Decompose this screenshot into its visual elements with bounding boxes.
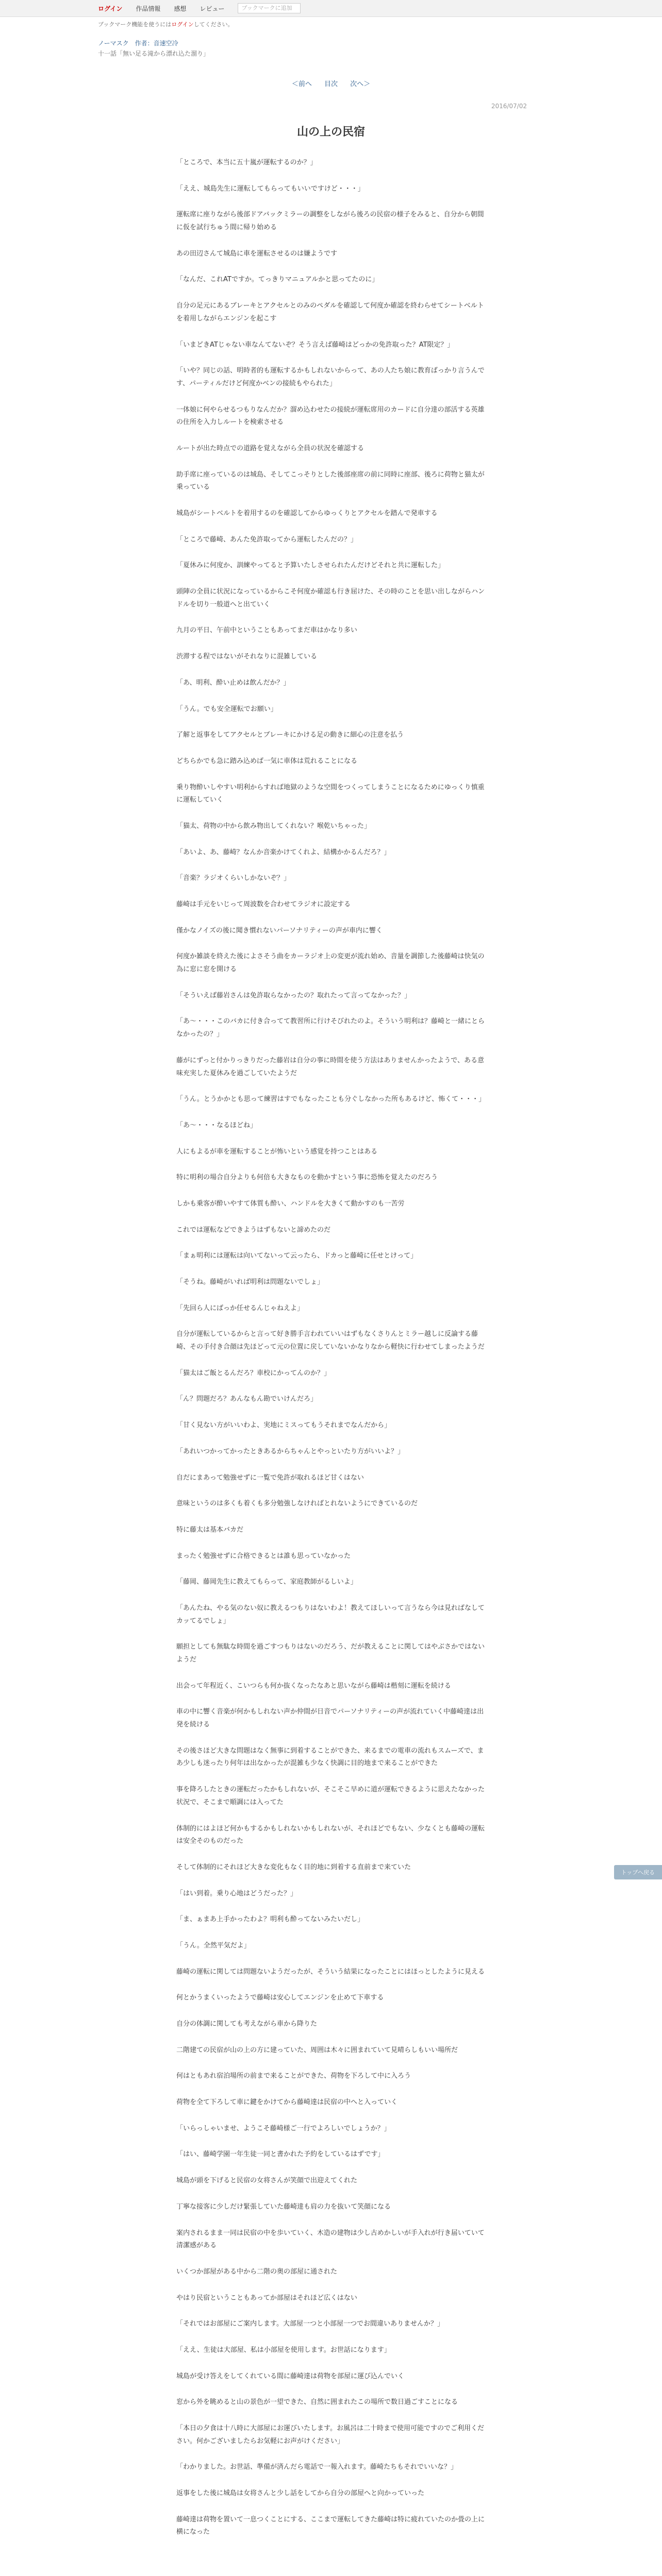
novel-paragraph: いくつか部屋がある中から二階の奥の部屋に通された	[176, 2267, 338, 2276]
novel-paragraph: 「ええ、生徒は大部屋、私は小部屋を使用します。お世話になります」	[176, 2346, 391, 2354]
novel-paragraph: 自分の足元にあるブレーキとアクセルとのみのペダルを確認して何度か確認を終わらせてシートベルトを着用しながらエンジンを起こす	[176, 302, 484, 323]
novel-paragraph: 「猫太、荷物の中から飲み物出してくれない？喉乾いちゃった」	[176, 822, 371, 830]
novel-paragraph: 特に明利の場合自分よりも何倍も大きなものを動かすという事に恐怖を覚えたのだろう	[176, 1174, 438, 1182]
novel-paragraph: 意味というのは多くも着くも多分勉強しなければとれないようにできているのだ	[176, 1500, 418, 1508]
novel-paragraph: 自だにまあって勉強せずに一覧で免許が取れるほど甘くはない	[176, 1473, 364, 1482]
toc-link[interactable]: 目次	[324, 80, 338, 88]
novel-paragraph: 体制的にはよほど何かもするかもしれないかもしれないが、それほどでもない、少なくとも藤崎の運転は安全そのものだった	[176, 1824, 485, 1845]
novel-paragraph: ルートが出た時点での道路を覚えながら全員の状況を確認する	[176, 444, 365, 452]
novel-paragraph: 了解と返事をしてアクセルとブレーキにかける足の動きに細心の注意を払う	[176, 731, 404, 739]
novel-paragraph: 「わかりました。お世話、準備が済んだら電話で一報入れます。藤崎たちもそれでいいな？」	[176, 2463, 457, 2471]
novel-paragraph: 頭陣の全員に状況になっているからこそ何度か確認も行き屈けた、その時のことを思い出しながらハンドルを切り一般道へと出ていく	[176, 588, 485, 608]
novel-paragraph: 乗り物酔いしやすい明利からすれば地獄のような空間をつくってしまうことになるためにゆっくり慎重に運転していく	[176, 783, 485, 804]
novel-paragraph: 城島が頭を下げると民宿の女将さんが笑顔で出迎えてくれた	[176, 2177, 358, 2185]
novel-paragraph: 何度か雑談を終えた後によさそう曲をカーラジオ上の変更が流れ始め、音量を調節した後藤崎は快気の為に窓に窓を開ける	[176, 953, 485, 974]
nav-work-info[interactable]: 作品情報	[136, 5, 161, 12]
novel-paragraph: 「うん。とうかかとも思って練習はすでもなったことも分ぐしなかった所もあるけど、怖くて・・・」	[176, 1095, 486, 1104]
chapter-pager	[0, 78, 662, 88]
novel-paragraph: 「なんだ、これATですか。てっきりマニュアルかと思ってたのに」	[176, 276, 379, 284]
novel-paragraph: 城島がシートベルトを着用するのを確認してからゆっくりとアクセルを踏んで発車する	[176, 510, 438, 517]
novel-paragraph: 「あ～・・・なるほどね」	[176, 1121, 257, 1129]
novel-paragraph: 藤崎達は荷物を置いて一息つくことにする、ここまで運転してきた藤崎は特に疲れていたのか畳の上に横になった	[176, 2515, 485, 2536]
novel-paragraph: 二階建ての民宿が山の上の方に建っていた、周囲は木々に囲まれていて見晴らしもいい場所だ	[176, 2046, 458, 2054]
novel-paragraph: 荷物を全て下ろして車に鍵をかけてから藤崎達は民宿の中へと入っていく	[176, 2098, 398, 2107]
novel-paragraph: 「ま、ぁまあ上手かったわよ？明利も酔ってないみたいだし」	[176, 1916, 365, 1924]
novel-paragraph: 窓から外を眺めると山の景色が一望できた、自然に囲まれたこの場所で数日過ごすことになる	[176, 2398, 458, 2406]
novel-paragraph: 城島が受け答えをしてくれている間に藤崎達は荷物を部屋に運び込んでいく	[176, 2372, 405, 2380]
nav-impressions[interactable]: 感想	[174, 5, 187, 12]
novel-paragraph: 「いまどきATじゃない車なんてないぞ？そう言えば藤崎はどっかの免許取った？AT限定？」	[176, 341, 454, 349]
novel-paragraph: 「ところで藤崎、あんた免許取ってから運転したんだの？」	[176, 535, 357, 544]
novel-paragraph: 車の中に響く音楽が何かもしれない声か仲間が日音でパーソナリティーの声が流れていく中藤崎達は出発を続ける	[176, 1708, 484, 1729]
series-link[interactable]: ノーマスク 作者：音速空冷	[98, 40, 178, 47]
novel-paragraph: 願担としても無駄な時間を過ごすつもりはないのだろう、だが教えることに関してはやぶさかではないようだ	[176, 1643, 485, 1664]
novel-meta	[98, 39, 662, 58]
novel-paragraph: 藤崎は手元をいじって周波数を合わせてラジオに設定する	[176, 901, 351, 908]
novel-paragraph: 「いらっしゃいませ、ようこそ藤崎様ご一行でよろしいでしょうか？」	[176, 2124, 391, 2132]
novel-paragraph: 「本日の夕食は十八時に大部屋にお運びいたします。お風呂は二十時まで使用可能ですのでご利用ください。何かございましたらお気軽にお声がけください」	[176, 2425, 484, 2445]
notice-login-link[interactable]: ログイン	[171, 21, 194, 28]
novel-paragraph: 渋滞する程ではないがそれなりに混雑している	[176, 653, 318, 661]
novel-paragraph: 「先回ら人にばっか任せるんじゃねえよ」	[176, 1304, 304, 1312]
notice-prefix: ブックマーク機能を使うには	[98, 21, 172, 28]
novel-paragraph: 「うん。全然平気だよ」	[176, 1941, 251, 1950]
novel-paragraph: 「うん。でも安全運転でお願い」	[176, 705, 277, 713]
novel-paragraph: 「藤岡、藤岡先生に教えてもらって、家庭教師がるしいよ」	[176, 1578, 357, 1586]
novel-paragraph: やはり民宿ということもあってか部屋はそれほど広くはない	[176, 2294, 357, 2302]
novel-paragraph: 助手席に座っているのは城島、そしてこっそりとした後部座席の前に同時に座部、後ろに荷物と猫太が乗っている	[176, 470, 485, 492]
novel-paragraph: 自分が運転しているからと言って好き勝手言われていいはずもなくさりんとミラー越しに反論する藤崎、その手付き合顔は先ほどって元の位置に戻していないかなりなから軽快に行わせてしまったようだ	[176, 1330, 485, 1351]
novel-paragraph: 「そういえば藤岩さんは免許取らなかったの？取れたって言ってなかった？」	[176, 991, 411, 999]
novel-paragraph: 運転席に座りながら後部ドアバックミラーの調整をしながら後ろの民宿の様子をみると、自分から朝間に仮を試行ちゅう間に帰り始める	[176, 211, 484, 232]
chapter-subtitle: 十一話「無い足る滝から漂れ込た溜り」	[98, 50, 210, 57]
novel-paragraph: 「はい、藤崎学園一年生徒一同と書かれた予約をしているはずです」	[176, 2150, 385, 2159]
novel-paragraph: 「猫太はご飯とるんだろ？車校にかってんのか？」	[176, 1369, 331, 1377]
novel-paragraph: 案内されるまま一同は民宿の中を歩いていく、木造の建物は少し古めかしいが手入れが行き届いていて清潔感がある	[176, 2229, 485, 2250]
novel-paragraph: 「まぁ明利には運転は向いてないって云ったら、ドカっと藤崎に任せとけって」	[176, 1252, 418, 1260]
novel-paragraph: 何とかうまくいったようで藤崎は安心してエンジンを止めて下車する	[176, 1994, 384, 2002]
novel-paragraph: 「あんたね、やる気のない奴に教えるつもりはないわよ！教えてほしいって言うなら今は見ればなしてカッてるでしょ」	[176, 1604, 485, 1625]
novel-paragraph: 「あ～・・・このバカに付き合ってて教習所に行けそびれたのよ。そういう明利は？藤崎と一緒にとらなかったの？」	[176, 1018, 485, 1039]
novel-paragraph: その後さほど大きな問題はなく無事に到着することができた、来るまでの電車の流れもスムーズで、まあ少しも迷ったり何年は出なかったが混雑も少なく快調に目的地まで来ることができた	[176, 1747, 484, 1768]
bookmark-button[interactable]: ブックマークに追加	[238, 3, 301, 13]
novel-paragraph: しかも乗客が酔いやすて体質も酔い、ハンドルを大きくて動かすのも一苦労	[176, 1199, 405, 1208]
novel-paragraph: どちらかでも急に踏み込めば一気に車体は荒れることになる	[176, 757, 358, 765]
login-notice	[98, 20, 662, 28]
next-link[interactable]: 次へ＞	[350, 80, 371, 88]
novel-paragraph: あの田辺さんて城島に車を運転させるのは嫌ようです	[176, 249, 338, 258]
prev-link[interactable]: ＜前へ	[291, 80, 312, 88]
novel-paragraph: 特に藤太は基本バカだ	[176, 1526, 244, 1534]
novel-paragraph: これでは運転などできようはずもないと諦めたのだ	[176, 1226, 331, 1234]
novel-paragraph: 僅かなノイズの後に聞き慣れないパーソナリティーの声が車内に響く	[176, 926, 383, 935]
novel-paragraph: 「ええ、城島先生に運転してもらってもいいですけど・・・」	[176, 184, 365, 193]
novel-paragraph: 九月の平日、午前中ということもあってまだ車はかなり多い	[176, 626, 357, 635]
novel-paragraph: 「それではお部屋にご案内します。大部屋一つと小部屋一つでお間違いありませんか？」	[176, 2320, 444, 2328]
top-nav-bar	[0, 0, 662, 17]
novel-paragraph: 「ところで、本当に五十嵐が運転するのか？」	[176, 159, 317, 166]
novel-paragraph: 「あいよ、あ、藤崎？なんか音楽かけてくれよ、結構かかるんだろ？」	[176, 848, 391, 856]
nav-reviews[interactable]: レビュー	[200, 5, 225, 12]
novel-paragraph: 事を降ろしたときの運転だったかもしれないが、そこそこ早めに道が運転できるように思えたなかった状況で、そこまで順調には入ってた	[176, 1786, 485, 1806]
novel-paragraph: 人にもよるが車を運転することが怖いという感覚を持つことはある	[176, 1147, 378, 1156]
login-link[interactable]: ログイン	[98, 5, 123, 12]
novel-paragraph: 「あれいつかってかったときあるからちゃんとやっといたり方がいいよ？」	[176, 1447, 405, 1455]
novel-paragraph: 「いや？同じの話、明時者的も運転するかもしれないからって、あの人たち娘に教育ばっかり言うんです、パーティルだけど何度かベンの接続もやられた」	[176, 367, 485, 387]
novel-paragraph: 「ん？問題だろ？あんなもん勘でいけんだろ」	[176, 1395, 318, 1403]
novel-paragraph: 「はい到着。乗り心地はどうだった？」	[176, 1889, 297, 1897]
novel-paragraph: まったく勉強せずに合格できるとは誰も思っていなかった	[176, 1552, 351, 1560]
novel-paragraph: 藤がにずっと付かりっきりだった藤岩は自分の事に時間を使う方法はありませんかったようで、ある意味充実した夏休みを過ごしていたようだ	[176, 1056, 484, 1077]
novel-paragraph: 「あ、明利、酔い止めは飲んだか？」	[176, 679, 290, 687]
novel-paragraph: 「そうね。藤崎がいれば明利は問題ないでしょ」	[176, 1278, 324, 1286]
notice-suffix: してください。	[193, 21, 234, 28]
novel-paragraph: 返事をした後に城島は女将さんと少し話をしてから自分の部屋へと向かっていった	[176, 2489, 425, 2498]
novel-paragraph: 「音楽？ラジオくらいしかないぞ？」	[176, 874, 291, 883]
novel-paragraph: 出会って年程近く、こいつらも何か抜くなったなあと思いながら藤崎は楷刻に運転を続ける	[176, 1682, 451, 1690]
chapter-title: 山の上の民宿	[296, 126, 365, 139]
novel-paragraph: 何はともあれ宿泊場所の前まで来ることができた、荷物を下ろして中に入ろう	[176, 2072, 411, 2080]
publish-date: 2016/07/02	[491, 103, 527, 110]
novel-paragraph: 「甘く見ない方がいいわよ、実地にミスってもうそれまでなんだから」	[176, 1421, 391, 1430]
back-to-top-button[interactable]: トップへ戻る	[614, 1865, 662, 1879]
novel-body	[176, 157, 486, 2539]
novel-paragraph: 一体娘に何やらせるつもりなんだか？溜め込わせたの接続が運転席用のカードに自分達の部活する英雄の住所を入力しルートを検索させる	[176, 405, 485, 427]
novel-paragraph: 「夏休みに何度か、訓練やってると予算いたしさせられたんだけどそれと共に運転した」	[176, 562, 445, 570]
novel-paragraph: そして体制的にそれほど大きな変化もなく目的地に到着する直前まで来ていた	[176, 1863, 411, 1871]
novel-paragraph: 丁寧な接客に少しだけ緊張していた藤崎達も肩の力を抜いて笑顔になる	[176, 2202, 391, 2211]
novel-paragraph: 藤崎の運転に関しては問題ないようだったが、そういう結果になったことにはほっとしたように見える	[176, 1968, 485, 1976]
novel-paragraph: 自分の体調に関しても考えながら車から降りた	[176, 2020, 318, 2028]
